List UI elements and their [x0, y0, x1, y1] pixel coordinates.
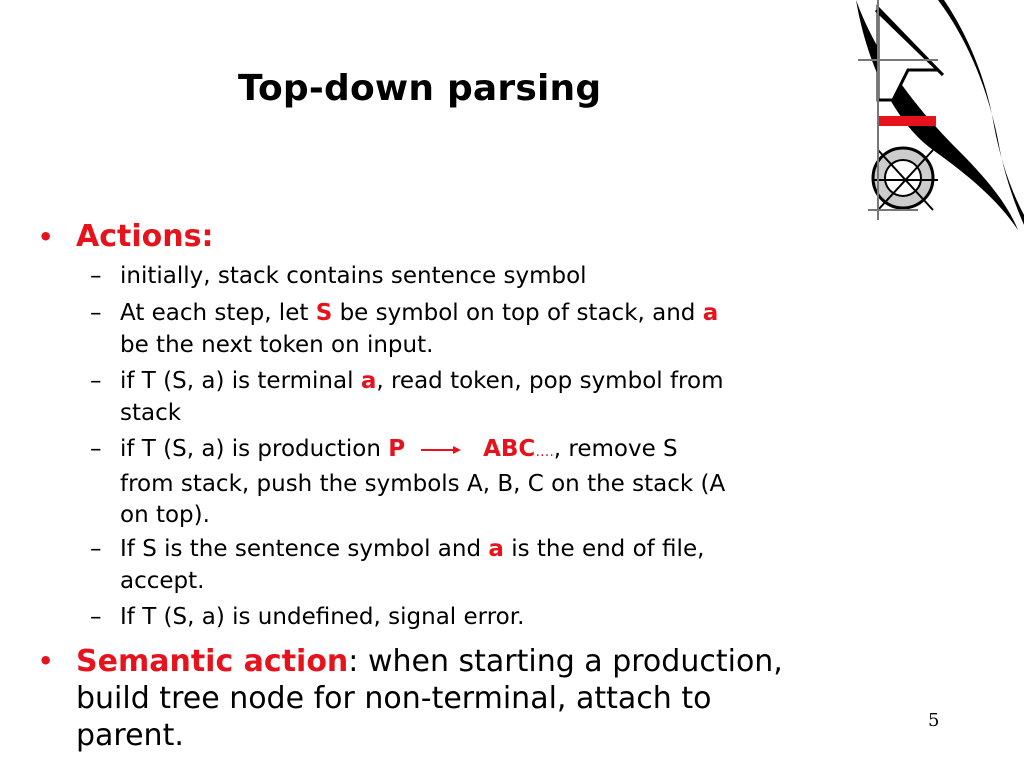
slide-title: Top-down parsing	[238, 68, 602, 109]
list-item: – if T (S, a) is terminal a, read token, pop symbol from stack	[90, 368, 724, 426]
bullet-dot: •	[38, 223, 54, 251]
list-item: – At each step, let S be symbol on top of stack, and a be the next token on input.	[90, 300, 719, 358]
list-item: – If T (S, a) is undefined, signal error.	[90, 604, 525, 630]
actions-label: Actions:	[76, 219, 214, 254]
list-item: – If S is the sentence symbol and a is the end of file, accept.	[90, 536, 705, 594]
semantic-action-label: Semantic action	[76, 644, 349, 679]
list-item: – if T (S, a) is production P ABC…., remove S from stack, push the symbols A, B, C on the stack (A on top).	[90, 436, 726, 528]
bullet-semantic-action: • Semantic action: when starting a production, build tree node for non-terminal, attach to parent.	[38, 644, 783, 753]
arrow-right-icon	[421, 444, 461, 456]
bullet-dot: •	[38, 647, 54, 675]
aho-logo-icon	[848, 0, 1024, 236]
list-item: – initially, stack contains sentence symbol	[90, 263, 587, 289]
page-number: 5	[928, 710, 940, 731]
